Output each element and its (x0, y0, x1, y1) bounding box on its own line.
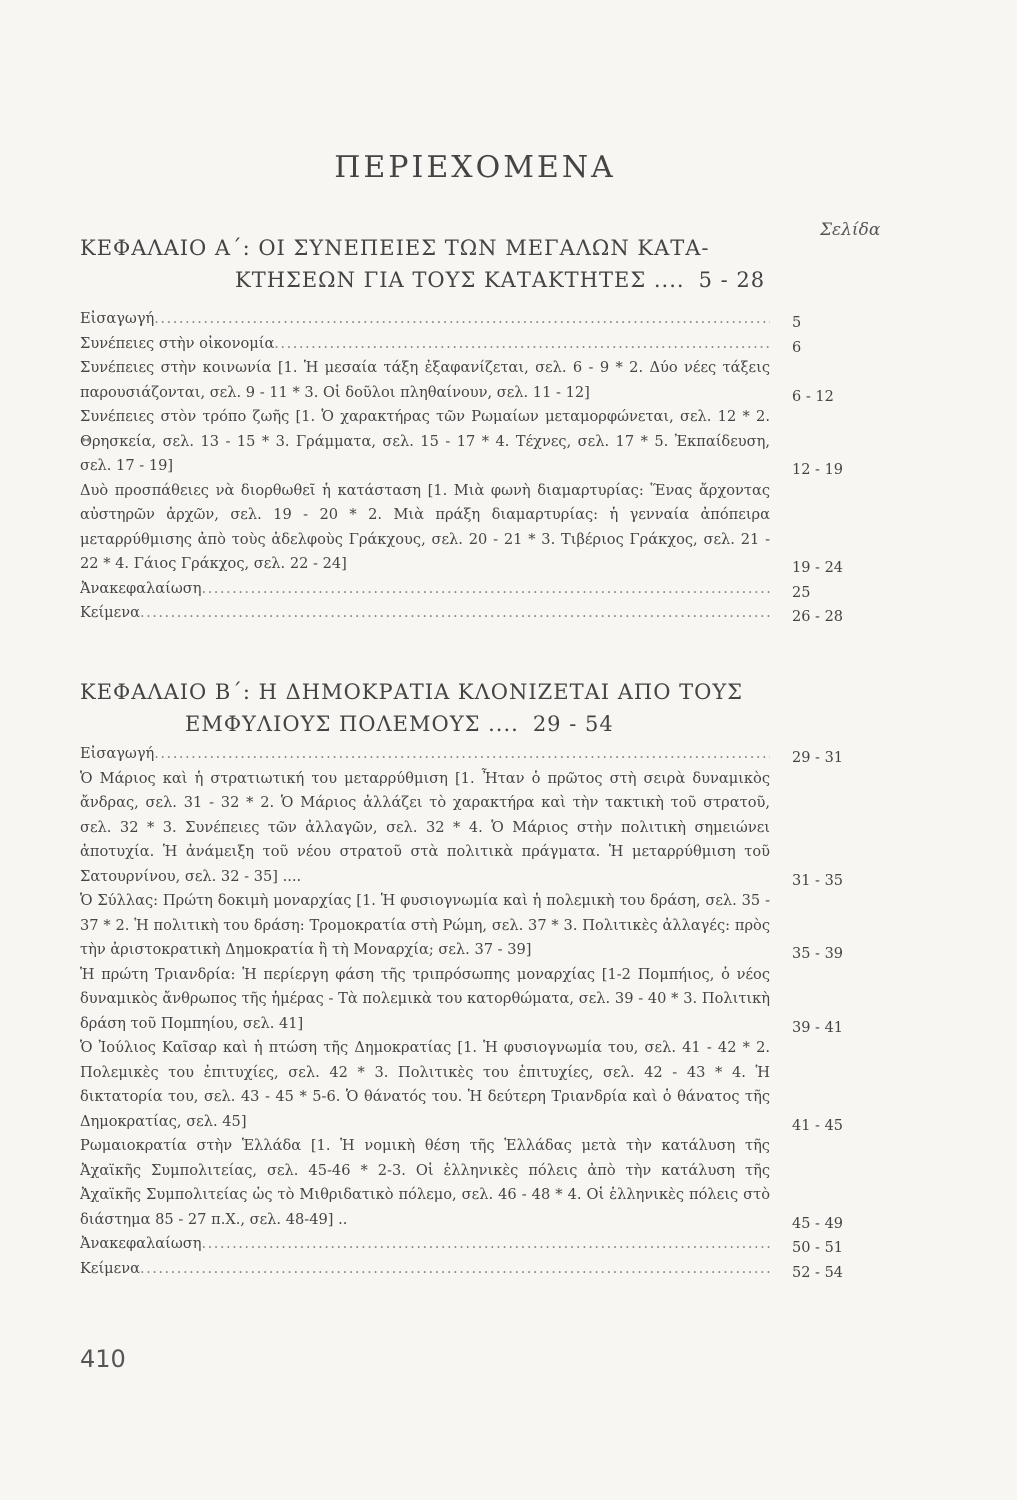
toc-entry-pages: 25 (792, 584, 811, 601)
toc-entry-pages: 31 - 35 (792, 872, 844, 889)
toc-entry-text: Ὁ Ἰούλιος Καῖσαρ καὶ ἡ πτώση τῆς Δημοκρατίας [1. Ἡ φυσιογνωμία του, σελ. 41 - 42 * 2. Πολεμικὲς του ἐπιτυχίες, σελ. 42 * 3. Πολιτικὲς του ἐπιτυχίες, σελ. 42 - 43 * 4. Ἡ δικτατορία του, σελ. 43 - 45 * 5-6. Ὁ θάνατός του. Ἡ δεύτερη Τριανδρία καὶ ὁ θάνατος τῆς Δημοκρατίας, σελ. 45] (80, 1039, 770, 1130)
toc-entry-pages: 6 (792, 339, 802, 356)
page-title: ΠΕΡΙΕΧΟΜΕΝΑ (334, 150, 616, 185)
chapter-2-title-line2: ΕΜΦΥΛΙΟΥΣ ΠΟΛΕΜΟΥΣ .... (185, 712, 519, 736)
toc-entry-text: Κείμενα (80, 1259, 140, 1277)
toc-entry[interactable] (80, 405, 870, 479)
toc-entry-text: Συνέπειες στὸν τρόπο ζωῆς [1. Ὁ χαρακτήρας τῶν Ρωμαίων μεταμορφώνεται, σελ. 12 * 2. Θρησκεία, σελ. 13 - 15 * 3. Γράμματα, σελ. 15 - 17 * 4. Τέχνες, σελ. 17 * 5. Ἐκπαίδευση, σελ. 17 - 19] (80, 408, 770, 474)
toc-entry[interactable] (80, 356, 870, 405)
toc-entry-pages: 35 - 39 (792, 946, 844, 962)
chapter-1-pages: 5 - 28 (698, 268, 766, 292)
toc-entry-text: Συνέπειες στὴν οἰκονομία (80, 334, 275, 352)
toc-entry-pages: 5 (792, 315, 802, 331)
page-number: 410 (80, 1345, 126, 1373)
toc-entry-pages: 29 - 31 (792, 750, 844, 766)
toc-entry[interactable] (80, 1257, 870, 1282)
chapter-1-heading (80, 232, 780, 296)
toc-entry-pages: 12 - 19 (792, 462, 844, 478)
toc-entry[interactable] (80, 1134, 870, 1232)
chapter-2-title-line2-wrap (80, 708, 780, 740)
toc-entry-pages: 39 - 41 (792, 1019, 844, 1036)
toc-entry[interactable] (80, 332, 870, 357)
toc-entry-pages: 45 - 49 (792, 1215, 844, 1232)
toc-entry-pages: 41 - 45 (792, 1117, 844, 1134)
toc-entry-pages: 52 - 54 (792, 1264, 844, 1281)
page (80, 0, 881, 1500)
toc-entry-text: Εἰσαγωγή (80, 310, 155, 327)
toc-entry-text: Ρωμαιοκρατία στὴν Ἑλλάδα [1. Ἡ νομικὴ θέση τῆς Ἑλλάδας μετὰ τὴν κατάλυση τῆς Ἀχαϊκῆς Συμπολιτείας, σελ. 45-46 * 2-3. Οἱ ἑλληνικὲς πόλεις ἀπὸ τὴν κατάλυση τῆς Ἀχαϊκῆς Συμπολιτείας ὡς τὸ Μιθριδατικὸ πόλεμο, σελ. 46 - 48 * 4. Οἱ ἑλληνικὲς πόλεις στὸ διάστημα 85 - 27 π.Χ., σελ. 48-49] .. (80, 1137, 770, 1228)
toc-entry-text: Κείμενα (80, 604, 140, 621)
toc-entry-pages: 50 - 51 (792, 1240, 844, 1256)
toc-entry[interactable] (80, 767, 870, 890)
chapter-2-pages: 29 - 54 (532, 712, 614, 736)
toc-entry[interactable] (80, 1232, 870, 1257)
toc-entry[interactable] (80, 479, 870, 577)
chapter-2-title-line1: ΚΕΦΑΛΑΙΟ Β΄: Η ΔΗΜΟΚΡΑΤΙΑ ΚΛΟΝΙΖΕΤΑΙ ΑΠΟ ΤΟΥΣ (80, 680, 744, 704)
toc-entry-text: Ἡ πρώτη Τριανδρία: Ἡ περίεργη φάση τῆς τριπρόσωπης μοναρχίας [1-2 Πομπήιος, ὁ νέος δυναμικὸς ἄνθρωπος τῆς ἡμέρας - Τὰ πολεμικὰ του κατορθώματα, σελ. 39 - 40 * 3. Πολιτικὴ δράση τοῦ Πομπηίου, σελ. 41] (80, 965, 770, 1032)
toc-entry-text: Δυὸ προσπάθειες νὰ διορθωθεῖ ἡ κατάσταση [1. Μιὰ φωνὴ διαμαρτυρίας: Ἕνας ἄρχοντας αὐστηρῶν ἀρχῶν, σελ. 19 - 20 * 2. Μιὰ πράξη διαμαρτυρίας: ἡ γενναία ἀπόπειρα μεταρρύθμισης ἀπὸ τοὺς ἀδελφοὺς Γράκχους, σελ. 20 - 21 * 3. Τιβέριος Γράκχος, σελ. 21 - 22 * 4. Γάιος Γράκχος, σελ. 22 - 24] (80, 481, 770, 572)
toc-entry[interactable] (80, 963, 870, 1037)
toc-entry[interactable] (80, 1036, 870, 1134)
toc-entry[interactable] (80, 742, 870, 767)
chapter-1-title-line2: ΚΤΗΣΕΩΝ ΓΙΑ ΤΟΥΣ ΚΑΤΑΚΤΗΤΕΣ .... (235, 268, 685, 292)
toc-entry-text: Ἀνακεφαλαίωση (80, 1235, 202, 1252)
toc-entry-pages: 26 - 28 (792, 609, 844, 625)
chapter-2-entries (80, 742, 870, 1281)
toc-entry-text: Ὁ Σύλλας: Πρώτη δοκιμὴ μοναρχίας [1. Ἡ φυσιογνωμία καὶ ἡ πολεμικὴ του δράση, σελ. 35 - 37 * 2. Ἡ πολιτικὴ του δράση: Τρομοκρατία στὴ Ρώμη, σελ. 37 * 3. Πολιτικὲς ἀλλαγές: πρὸς τὴν ἀριστοκρατικὴ Δημοκρατία ἢ τὴ Μοναρχία; σελ. 37 - 39] (80, 892, 770, 958)
toc-entry[interactable] (80, 577, 870, 602)
toc-entry[interactable] (80, 889, 870, 963)
toc-entry-pages: 19 - 24 (792, 560, 844, 576)
toc-entry-text: Ἀνακεφαλαίωση (80, 579, 202, 597)
chapter-2-heading (80, 676, 780, 740)
toc-entry-pages: 6 - 12 (792, 388, 834, 405)
toc-entry-text: Ὁ Μάριος καὶ ἡ στρατιωτική του μεταρρύθμιση [1. Ἦταν ὁ πρῶτος στὴ σειρὰ δυναμικὸς ἄνδρας, σελ. 31 - 32 * 2. Ὁ Μάριος ἀλλάζει τὸ χαρακτήρα καὶ τὴν τακτικὴ τοῦ στρατοῦ, σελ. 32 * 3. Συνέπειες τῶν ἀλλαγῶν, σελ. 32 * 4. Ὁ Μάριος στὴν πολιτικὴ σημειώνει ἀποτυχία. Ἡ ἀνάμειξη τοῦ νέου στρατοῦ στὰ πολιτικὰ πράγματα. Ἡ μεταρρύθμιση τοῦ Σατουρνίνου, σελ. 32 - 35] .... (80, 769, 770, 885)
chapter-1-title-line2-wrap (80, 264, 780, 296)
chapter-1-title-line1: ΚΕΦΑΛΑΙΟ Α΄: ΟΙ ΣΥΝΕΠΕΙΕΣ ΤΩΝ ΜΕΓΑΛΩΝ ΚΑΤΑ- (80, 236, 710, 260)
toc-entry-text: Συνέπειες στὴν κοινωνία [1. Ἡ μεσαία τάξη ἐξαφανίζεται, σελ. 6 - 9 * 2. Δύο νέες τάξεις παρουσιάζονται, σελ. 9 - 11 * 3. Οἱ δοῦλοι πληθαίνουν, σελ. 11 - 12] (80, 359, 770, 401)
chapter-1-entries (80, 307, 870, 626)
toc-entry[interactable] (80, 307, 870, 332)
page-column-label: Σελίδα (820, 220, 881, 240)
toc-entry[interactable] (80, 601, 870, 626)
toc-entry-text: Εἰσαγωγή (80, 745, 155, 762)
